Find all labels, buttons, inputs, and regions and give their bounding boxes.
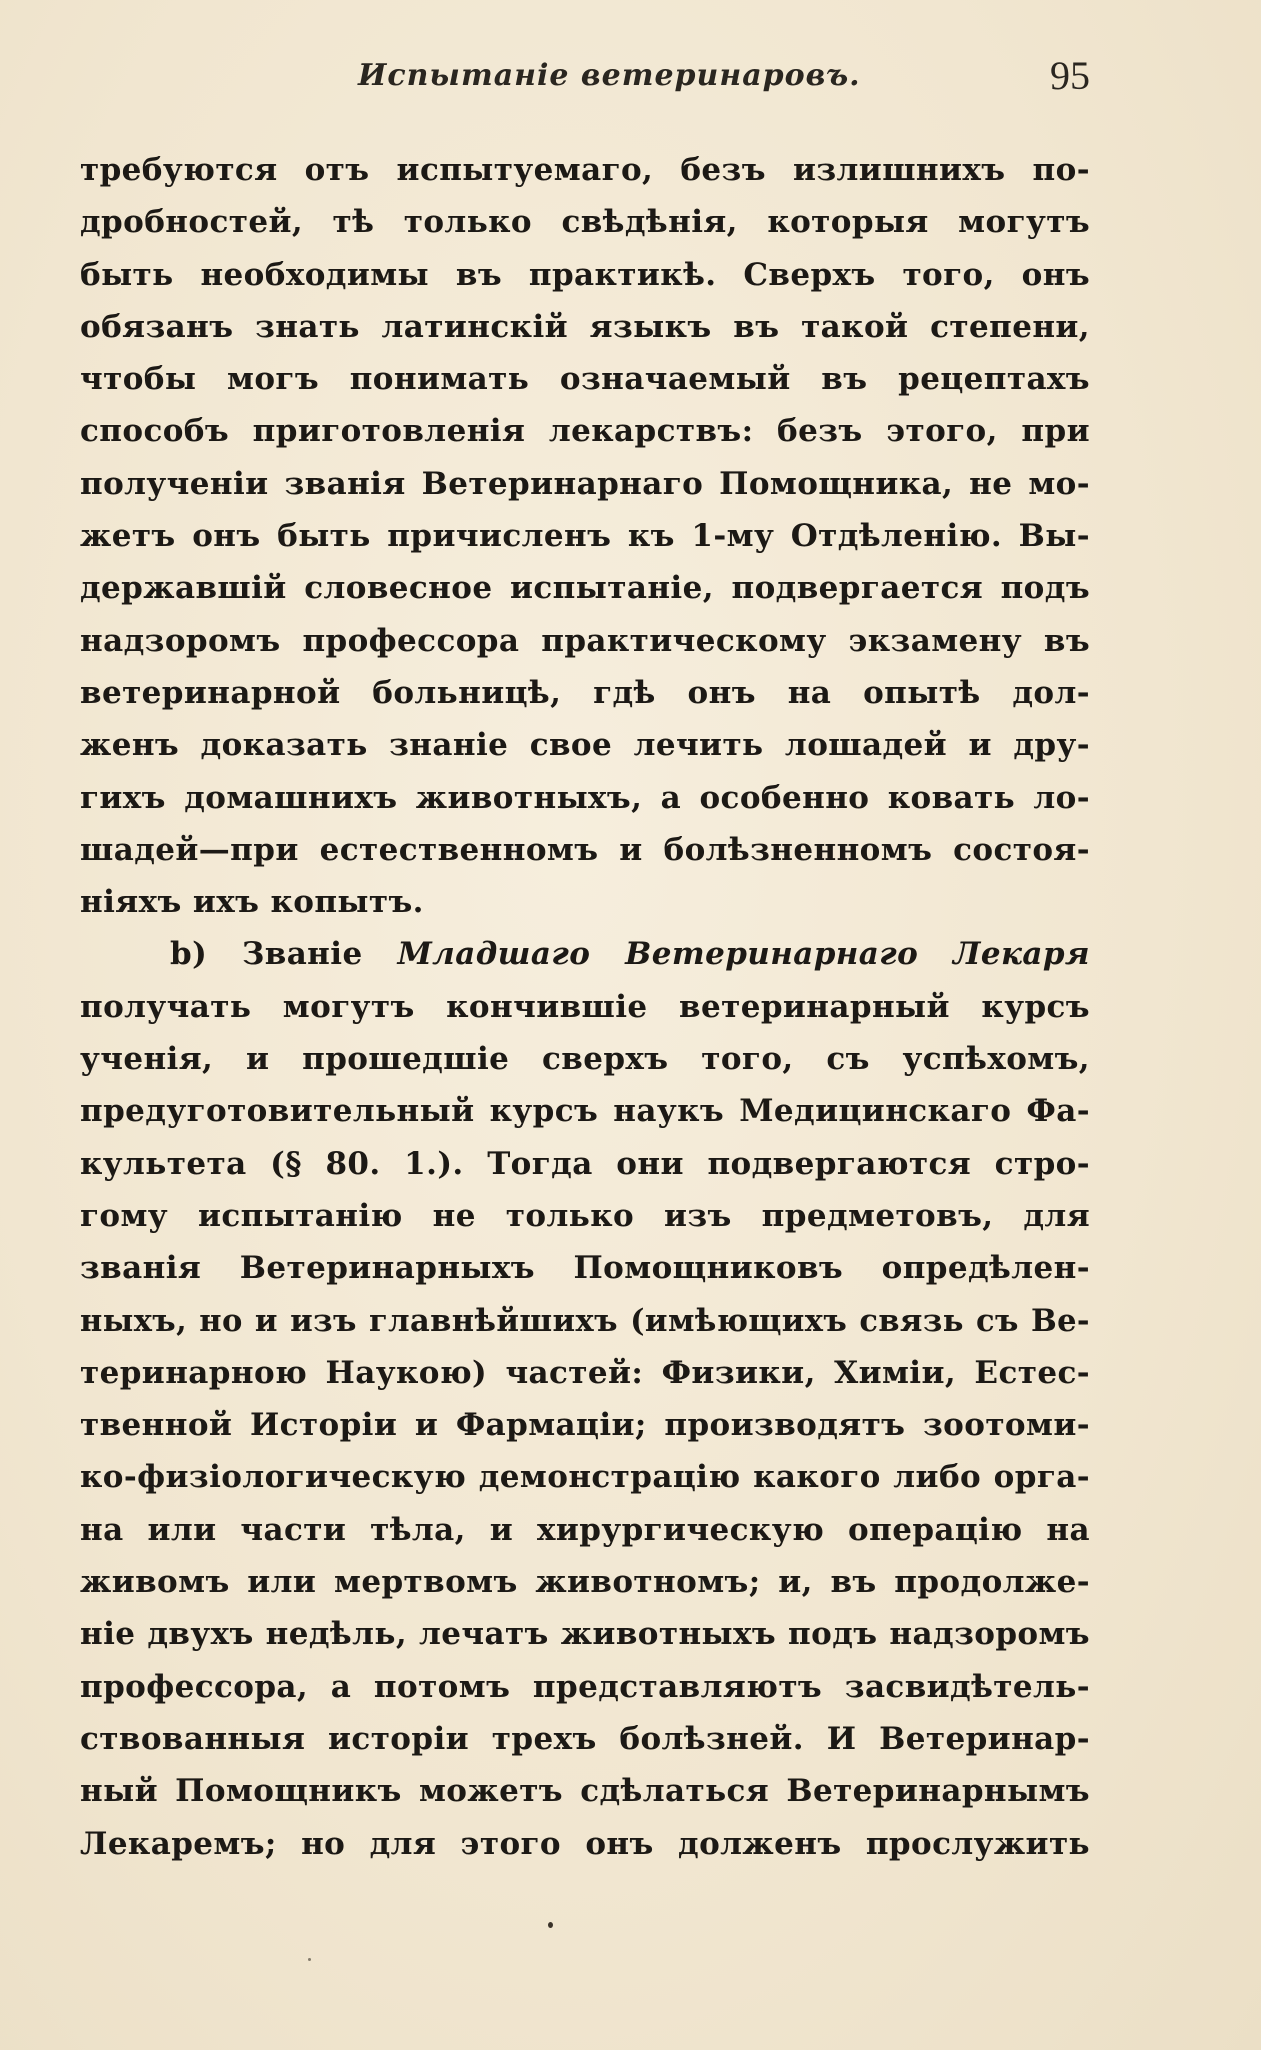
running-title: Испытаніе ветеринаровъ. [358,58,861,93]
text-line: дробностей, тѣ только свѣдѣнія, которыя могутъ [80,204,1090,241]
text-line: обязанъ знать латинскій языкъ въ такой степени, [80,308,1090,345]
paragraph-2 [80,928,1090,1869]
text-line: чтобы могъ понимать означаемый въ рецептахъ [80,361,1090,398]
text-line: теринарною Наукою) частей: Физики, Химіи, Естес- [80,1354,1090,1391]
text-line: Лекаремъ; но для этого онъ долженъ прослужить [80,1825,1090,1862]
text-line: званія Ветеринарныхъ Помощниковъ опредѣлен- [80,1250,1090,1287]
text-line: предуготовительный курсъ наукъ Медицинскаго Фа- [80,1093,1090,1130]
text-line: женъ доказать знаніе свое лечить лошадей и дру- [80,727,1090,764]
paper-speck [308,1958,311,1961]
text-line: способъ приготовленія лекарствъ: безъ этого, при [80,413,1090,450]
text-line: ветеринарной больницѣ, гдѣ онъ на опытѣ дол- [80,674,1090,711]
text-line: жетъ онъ быть причисленъ къ 1-му Отдѣленію. Вы- [80,518,1090,555]
body-text [80,144,1090,1870]
text-line: гихъ домашнихъ животныхъ, а особенно ковать ло- [80,779,1090,816]
text-line: ствованныя исторіи трехъ болѣзней. И Ветеринар- [80,1720,1090,1757]
text-line: ко-физіологическую демонстрацію какого либо орга- [80,1459,1090,1496]
text-line: полученіи званія Ветеринарнаго Помощника, не мо- [80,465,1090,502]
text-line: гому испытанію не только изъ предметовъ, для [80,1197,1090,1234]
paper-speck [548,1922,553,1928]
text-line: ученія, и прошедшіе сверхъ того, съ успѣхомъ, [80,1041,1090,1078]
text-line: быть необходимы въ практикѣ. Сверхъ того, онъ [80,256,1090,293]
text-line: ный Помощникъ можетъ сдѣлаться Ветеринарнымъ [80,1773,1090,1810]
text-line: твенной Исторіи и Фармаціи; производятъ зоотоми- [80,1407,1090,1444]
text-line-first [80,928,1090,980]
text-line: культета (§ 80. 1.). Тогда они подвергаются стро- [80,1145,1090,1182]
text-line: на или части тѣла, и хирургическую операцію на [80,1511,1090,1548]
degree-title: Младшаго Ветеринарнаго Лекаря [397,936,1090,973]
text-line: ніе двухъ недѣль, лечатъ животныхъ подъ надзоромъ [80,1616,1090,1653]
text-line: профессора, а потомъ представляютъ засвидѣтель- [80,1668,1090,1705]
text-line: шадей—при естественномъ и болѣзненномъ состоя- [80,831,1090,868]
text-line: ніяхъ ихъ копытъ. [80,884,424,921]
text-line: державшій словесное испытаніе, подвергается подъ [80,570,1090,607]
paragraph-2-prefix: b) Званіе [170,936,398,973]
paragraph-1 [80,144,1090,928]
text-line: требуются отъ испытуемаго, безъ излишнихъ по- [80,152,1090,188]
text-line: получать могутъ кончившіе ветеринарный курсъ [80,988,1090,1025]
page-header [80,53,1090,108]
text-line: живомъ или мертвомъ животномъ; и, въ продолже- [80,1564,1090,1601]
page-number: 95 [1050,53,1090,98]
text-line: ныхъ, но и изъ главнѣйшихъ (имѣющихъ связь съ Ве- [80,1302,1090,1339]
text-line: надзоромъ профессора практическому экзамену въ [80,622,1090,659]
